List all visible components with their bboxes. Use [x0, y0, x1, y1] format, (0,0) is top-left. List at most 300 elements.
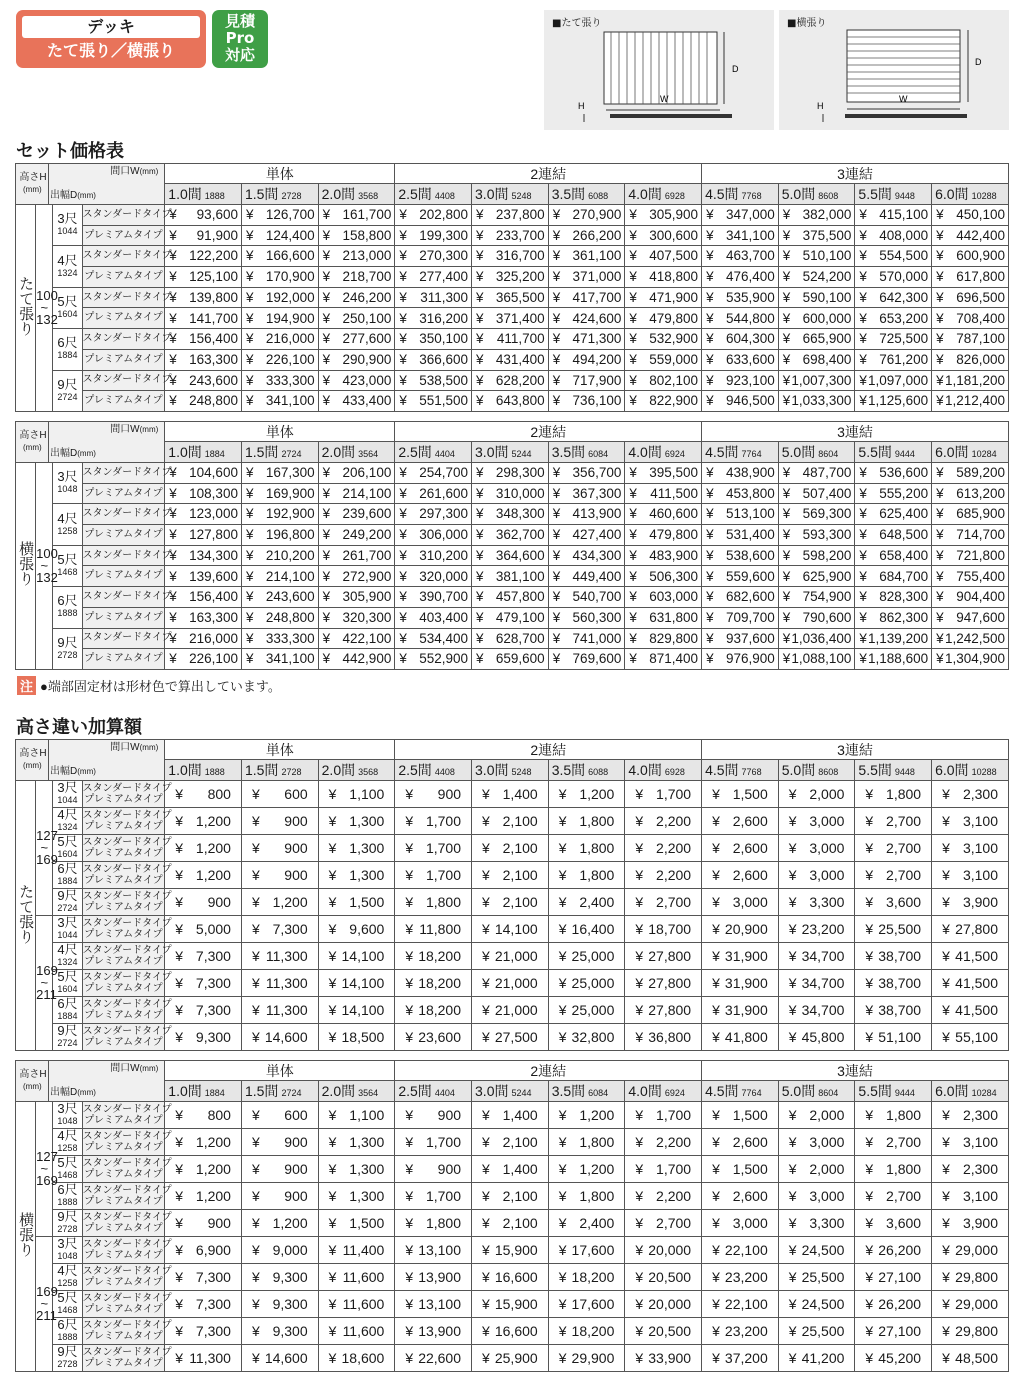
price-cell: ¥ 1,500 [702, 1102, 779, 1129]
price-cell: ¥ 170,900 [241, 267, 318, 288]
price-cell: ¥ 403,400 [395, 607, 472, 628]
group-header: 3連結 [702, 740, 1009, 760]
price-cell: ¥ 14,100 [318, 970, 395, 997]
width-header [472, 760, 549, 781]
width-header [241, 442, 318, 463]
width-header [472, 184, 549, 205]
size-cell [53, 1237, 82, 1264]
price-cell: ¥ 417,700 [548, 287, 625, 308]
size-label: 3尺 [57, 1236, 78, 1251]
price-cell: ¥ 1,800 [548, 1129, 625, 1156]
price-cell: ¥ 551,500 [395, 391, 472, 412]
width-ken: 5.5間 [858, 1083, 892, 1099]
price-cell: ¥ 476,400 [702, 267, 779, 288]
price-cell: ¥ 2,100 [472, 1129, 549, 1156]
width-header [165, 1081, 242, 1102]
width-mm: 1888 [204, 191, 225, 201]
price-cell: ¥ 248,800 [241, 607, 318, 628]
price-cell: ¥ 643,800 [472, 391, 549, 412]
price-cell: ¥ 2,700 [625, 1210, 702, 1237]
price-cell: ¥ 18,700 [625, 916, 702, 943]
price-cell: ¥ 261,600 [395, 483, 472, 504]
size-cell [53, 889, 82, 916]
price-cell: ¥ 11,300 [241, 997, 318, 1024]
price-cell: ¥ 297,300 [395, 504, 472, 525]
width-header [625, 1081, 702, 1102]
price-cell: ¥ 169,900 [241, 483, 318, 504]
price-cell: ¥ 1,700 [625, 781, 702, 808]
price-cell: ¥ 717,900 [548, 370, 625, 391]
width-header [702, 184, 779, 205]
size-label: 3尺 [57, 211, 78, 227]
price-cell: ¥ 13,900 [395, 1318, 472, 1345]
price-cell: ¥ 34,700 [778, 943, 855, 970]
price-cell: ¥ 479,800 [625, 525, 702, 546]
width-ken: 6.0間 [935, 186, 969, 202]
price-cell: ¥ 1,100 [318, 781, 395, 808]
width-mm: 6924 [664, 449, 685, 459]
price-cell: ¥ 617,800 [932, 267, 1009, 288]
premium-type-label: プレミアムタイプ [84, 821, 163, 832]
width-mm: 10284 [971, 1088, 997, 1098]
type-label: 横張り [17, 1212, 35, 1257]
premium-type-label: プレミアムタイプ [84, 1196, 163, 1207]
price-cell: ¥ 1,200 [165, 835, 242, 862]
opening-unit: (mm) [139, 743, 159, 752]
table-row [16, 997, 1009, 1024]
type-cell [82, 862, 172, 889]
price-cell: ¥ 38,700 [855, 997, 932, 1024]
price-cell: ¥ 2,200 [625, 835, 702, 862]
price-cell: ¥ 642,300 [855, 287, 932, 308]
size-cell [53, 835, 82, 862]
standard-type-label: スタンダードタイプ [82, 1320, 172, 1331]
corner-diagonal [48, 740, 49, 780]
price-cell: ¥ 55,100 [932, 1024, 1009, 1051]
width-header [855, 184, 932, 205]
price-cell: ¥ 3,900 [932, 889, 1009, 916]
type-cell [82, 1210, 172, 1237]
price-cell: ¥ 531,400 [702, 525, 779, 546]
price-cell: ¥ 761,200 [855, 349, 932, 370]
depth-text: 出幅D [50, 1087, 78, 1098]
size-cell [53, 1318, 82, 1345]
premium-type-label: プレミアムタイプ [84, 983, 163, 994]
price-cell: ¥ 538,600 [702, 545, 779, 566]
size-label: 5尺 [57, 551, 78, 567]
price-cell: ¥ 3,000 [702, 1210, 779, 1237]
width-ken: 5.5間 [858, 762, 892, 778]
table-row [16, 943, 1009, 970]
price-cell: ¥ 1,800 [855, 781, 932, 808]
price-cell: ¥ 2,700 [855, 1183, 932, 1210]
standard-type-label: スタンダードタイプ [82, 1212, 172, 1223]
size-label: 6尺 [57, 1317, 78, 1332]
price-cell: ¥ 947,600 [932, 607, 1009, 628]
price-cell: ¥ 34,700 [778, 970, 855, 997]
table-row [16, 370, 1009, 391]
width-ken: 2.5間 [398, 762, 432, 778]
size-mm: 2724 [57, 1038, 78, 1048]
price-cell: ¥ 1,200 [165, 1129, 242, 1156]
width-ken: 2.0間 [321, 762, 356, 778]
price-cell: ¥ 506,300 [625, 566, 702, 587]
width-ken: 1.0間 [168, 444, 202, 460]
price-cell: ¥ 453,800 [702, 483, 779, 504]
price-cell: ¥ 218,700 [318, 267, 395, 288]
price-cell: ¥ 613,200 [932, 483, 1009, 504]
price-cell: ¥ 407,500 [625, 246, 702, 267]
size-label: 9尺 [57, 634, 78, 650]
standard-type-label: スタンダードタイプ [82, 246, 165, 267]
height-label: 高さH [19, 172, 47, 183]
width-mm: 7764 [741, 449, 762, 459]
width-header [165, 184, 242, 205]
price-cell: ¥ 631,800 [625, 607, 702, 628]
price-cell: ¥ 628,200 [472, 370, 549, 391]
group-header: 2連結 [395, 740, 702, 760]
price-cell: ¥ 9,300 [241, 1318, 318, 1345]
price-cell: ¥ 277,600 [318, 329, 395, 350]
size-mm: 1888 [57, 1197, 78, 1207]
height-range: ~ [40, 1296, 49, 1311]
height-diff-title: 高さ違い加算額 [16, 717, 142, 738]
price-cell: ¥ 600,000 [778, 308, 855, 329]
price-cell: ¥ 20,900 [702, 916, 779, 943]
price-cell: ¥ 598,200 [778, 545, 855, 566]
price-cell: ¥ 434,300 [548, 545, 625, 566]
price-cell: ¥ 7,300 [165, 1264, 242, 1291]
price-cell: ¥ 7,300 [165, 1318, 242, 1345]
premium-type-label: プレミアムタイプ [84, 1142, 163, 1153]
price-cell: ¥ 156,400 [165, 329, 242, 350]
price-cell: ¥ 1,800 [548, 862, 625, 889]
table-row [16, 628, 1009, 649]
set-price-title: セット価格表 [16, 141, 124, 162]
corner-diagonal [48, 1061, 49, 1101]
width-header [548, 760, 625, 781]
price-cell: ¥ 20,000 [625, 1237, 702, 1264]
price-cell: ¥ 659,600 [472, 649, 549, 670]
width-ken: 3.0間 [475, 186, 509, 202]
price-cell: ¥ 1,400 [472, 1102, 549, 1129]
width-mm: 8608 [818, 191, 839, 201]
type-cell [82, 889, 172, 916]
diagram-yoko-label: ■横張り [787, 18, 827, 29]
size-mm: 1258 [57, 1143, 78, 1153]
price-cell: ¥ 38,700 [855, 970, 932, 997]
size-mm: 1044 [57, 226, 78, 237]
price-cell: ¥ 325,200 [472, 267, 549, 288]
price-cell: ¥ 16,600 [472, 1318, 549, 1345]
price-cell: ¥ 21,000 [472, 970, 549, 997]
table-row [16, 225, 1009, 246]
price-cell: ¥ 126,700 [241, 205, 318, 226]
premium-type-label: プレミアムタイプ [82, 525, 165, 546]
price-cell: ¥ 1,300 [318, 862, 395, 889]
price-cell: ¥ 1,200 [165, 1183, 242, 1210]
opening-label [110, 425, 158, 435]
width-ken: 4.0間 [628, 1083, 662, 1099]
width-header [472, 442, 549, 463]
price-cell: ¥ 29,800 [932, 1318, 1009, 1345]
price-cell: ¥ 1,800 [855, 1102, 932, 1129]
price-cell: ¥ 2,100 [472, 889, 549, 916]
price-cell: ¥ 2,300 [932, 781, 1009, 808]
price-cell: ¥ 2,300 [932, 1102, 1009, 1129]
width-mm: 8604 [818, 1088, 839, 1098]
price-cell: ¥ 625,900 [778, 566, 855, 587]
price-table [15, 421, 1009, 670]
price-cell: ¥ 540,700 [548, 587, 625, 608]
table-row [16, 835, 1009, 862]
width-mm: 10288 [971, 767, 997, 777]
price-cell: ¥ 418,800 [625, 267, 702, 288]
price-cell: ¥ 1,300 [318, 1129, 395, 1156]
price-cell: ¥ 2,400 [548, 889, 625, 916]
width-header [318, 184, 395, 205]
price-cell: ¥ 11,600 [318, 1264, 395, 1291]
price-cell: ¥ 3,300 [778, 889, 855, 916]
price-cell: ¥ 23,200 [778, 916, 855, 943]
width-mm: 6088 [588, 767, 609, 777]
width-ken: 5.5間 [858, 444, 892, 460]
price-cell: ¥ 199,300 [395, 225, 472, 246]
price-cell: ¥ 2,000 [778, 781, 855, 808]
price-cell: ¥ 900 [395, 1102, 472, 1129]
price-cell: ¥ 600 [241, 1102, 318, 1129]
height-range-cell [36, 781, 58, 916]
price-cell: ¥ 1,700 [395, 835, 472, 862]
width-header [932, 184, 1009, 205]
price-cell: ¥ 1,700 [625, 1102, 702, 1129]
height-range-cell [36, 205, 58, 412]
price-cell: ¥ 250,100 [318, 308, 395, 329]
group-header: 単体 [165, 1061, 395, 1081]
width-ken: 5.5間 [858, 186, 892, 202]
width-ken: 4.0間 [628, 444, 662, 460]
size-label: 9尺 [57, 888, 78, 903]
premium-type-label: プレミアムタイプ [82, 649, 165, 670]
dim-d: D [975, 57, 982, 67]
price-cell: ¥ 216,000 [165, 628, 242, 649]
price-cell: ¥ 1,304,900 [932, 649, 1009, 670]
premium-type-label: プレミアムタイプ [82, 267, 165, 288]
size-mm: 2724 [57, 391, 78, 402]
price-cell: ¥ 900 [165, 889, 242, 916]
price-cell: ¥ 16,600 [472, 1264, 549, 1291]
width-ken: 5.0間 [781, 444, 816, 460]
price-cell: ¥ 300,600 [625, 225, 702, 246]
group-header: 2連結 [395, 422, 702, 442]
price-cell: ¥ 802,100 [625, 370, 702, 391]
price-cell: ¥ 33,900 [625, 1345, 702, 1372]
price-cell: ¥ 108,300 [165, 483, 242, 504]
price-cell: ¥ 196,800 [241, 525, 318, 546]
table-row [16, 781, 1009, 808]
price-cell: ¥ 11,300 [241, 943, 318, 970]
type-cell [82, 1264, 172, 1291]
size-label: 4尺 [57, 252, 78, 268]
width-ken: 3.5間 [551, 1083, 586, 1099]
size-cell [53, 1102, 82, 1129]
opening-text: 間口W [110, 742, 140, 753]
width-mm: 6088 [588, 191, 609, 201]
price-cell: ¥ 3,000 [778, 835, 855, 862]
price-cell: ¥ 1,300 [318, 1183, 395, 1210]
price-cell: ¥ 1,200 [548, 1156, 625, 1183]
price-cell: ¥ 31,900 [702, 970, 779, 997]
price-cell: ¥ 555,200 [855, 483, 932, 504]
size-mm: 1258 [57, 525, 78, 536]
price-cell: ¥ 900 [165, 1210, 242, 1237]
price-cell: ¥ 2,100 [472, 1210, 549, 1237]
price-cell: ¥ 554,500 [855, 246, 932, 267]
price-cell: ¥ 449,400 [548, 566, 625, 587]
price-cell: ¥ 7,300 [165, 997, 242, 1024]
price-cell: ¥ 1,097,000 [855, 370, 932, 391]
price-cell: ¥ 37,200 [702, 1345, 779, 1372]
premium-type-label: プレミアムタイプ [82, 308, 165, 329]
type-cell [82, 1183, 172, 1210]
price-cell: ¥ 736,100 [548, 391, 625, 412]
price-cell: ¥ 1,200 [548, 781, 625, 808]
standard-type-label: スタンダードタイプ [82, 891, 172, 902]
price-cell: ¥ 25,500 [855, 916, 932, 943]
width-ken: 2.5間 [398, 444, 432, 460]
price-cell: ¥ 1,036,400 [778, 628, 855, 649]
price-cell: ¥ 2,300 [932, 1156, 1009, 1183]
price-cell: ¥ 29,800 [932, 1264, 1009, 1291]
price-cell: ¥ 91,900 [165, 225, 242, 246]
standard-type-label: スタンダードタイプ [82, 810, 172, 821]
type-cell [82, 916, 172, 943]
price-cell: ¥ 365,500 [472, 287, 549, 308]
type-label: 横張り [17, 541, 35, 587]
size-cell [53, 205, 82, 246]
price-cell: ¥ 13,100 [395, 1237, 472, 1264]
price-cell: ¥ 15,900 [472, 1237, 549, 1264]
width-mm: 2728 [281, 767, 302, 777]
price-cell: ¥ 976,900 [702, 649, 779, 670]
size-mm: 1604 [57, 308, 78, 319]
width-mm: 2724 [281, 449, 302, 459]
size-mm: 2728 [57, 649, 78, 660]
price-cell: ¥ 14,600 [241, 1345, 318, 1372]
type-cell [82, 835, 172, 862]
price-cell: ¥ 900 [241, 1129, 318, 1156]
standard-type-label: スタンダードタイプ [82, 837, 172, 848]
width-ken: 1.0間 [168, 1083, 202, 1099]
price-cell: ¥ 29,000 [932, 1291, 1009, 1318]
width-ken: 4.5間 [705, 1083, 739, 1099]
price-cell: ¥ 11,300 [241, 970, 318, 997]
price-cell: ¥ 9,600 [318, 916, 395, 943]
price-cell: ¥ 36,800 [625, 1024, 702, 1051]
size-label: 6尺 [57, 593, 78, 609]
price-cell: ¥ 904,400 [932, 587, 1009, 608]
price-cell: ¥ 316,700 [472, 246, 549, 267]
table-row [16, 649, 1009, 670]
table-row [16, 391, 1009, 412]
table-row [16, 1156, 1009, 1183]
price-cell: ¥ 628,700 [472, 628, 549, 649]
price-cell: ¥ 31,900 [702, 943, 779, 970]
price-cell: ¥ 603,000 [625, 587, 702, 608]
price-cell: ¥ 1,800 [548, 808, 625, 835]
price-cell: ¥ 2,600 [702, 1129, 779, 1156]
price-cell: ¥ 544,800 [702, 308, 779, 329]
size-label: 4尺 [57, 807, 78, 822]
price-cell: ¥ 11,800 [395, 916, 472, 943]
price-cell: ¥ 787,100 [932, 329, 1009, 350]
price-cell: ¥ 243,600 [241, 587, 318, 608]
price-cell: ¥ 463,700 [702, 246, 779, 267]
price-cell: ¥ 7,300 [165, 970, 242, 997]
table-header-row [16, 422, 1009, 442]
price-cell: ¥ 5,000 [165, 916, 242, 943]
standard-type-label: スタンダードタイプ [82, 587, 165, 608]
height-range: 211 [36, 987, 57, 1002]
size-cell [53, 943, 82, 970]
price-cell: ¥ 3,600 [855, 889, 932, 916]
type-cell [82, 970, 172, 997]
height-unit: (mm) [23, 761, 42, 770]
size-cell [53, 970, 82, 997]
price-cell: ¥ 163,300 [165, 349, 242, 370]
price-cell: ¥ 534,400 [395, 628, 472, 649]
price-cell: ¥ 246,200 [318, 287, 395, 308]
price-cell: ¥ 7,300 [165, 943, 242, 970]
width-header [932, 1081, 1009, 1102]
price-cell: ¥ 14,100 [318, 997, 395, 1024]
price-cell: ¥ 243,600 [165, 370, 242, 391]
price-cell: ¥ 249,200 [318, 525, 395, 546]
price-cell: ¥ 25,900 [472, 1345, 549, 1372]
height-unit: (mm) [23, 443, 42, 452]
price-cell: ¥ 1,033,300 [778, 391, 855, 412]
size-mm: 1258 [57, 1278, 78, 1288]
price-cell: ¥ 1,181,200 [932, 370, 1009, 391]
price-cell: ¥ 1,300 [318, 1156, 395, 1183]
depth-unit: (mm) [77, 449, 96, 458]
standard-type-label: スタンダードタイプ [82, 999, 172, 1010]
width-mm: 9448 [894, 191, 915, 201]
type-cell [82, 1345, 172, 1372]
height-range-cell [36, 463, 58, 670]
price-cell: ¥ 214,100 [241, 566, 318, 587]
depth-unit: (mm) [77, 1088, 96, 1097]
price-cell: ¥ 11,600 [318, 1291, 395, 1318]
width-mm: 10284 [971, 449, 997, 459]
size-label: 4尺 [57, 942, 78, 957]
height-range-cell [36, 1237, 58, 1372]
size-label: 3尺 [57, 780, 78, 795]
table-row [16, 287, 1009, 308]
price-cell: ¥ 1,800 [548, 1183, 625, 1210]
price-cell: ¥ 2,600 [702, 835, 779, 862]
table-row [16, 329, 1009, 350]
price-cell: ¥ 333,300 [241, 628, 318, 649]
height-range-cell [36, 916, 58, 1051]
width-mm: 9444 [894, 449, 915, 459]
height-label: 高さH [19, 430, 47, 441]
width-header [702, 760, 779, 781]
corner-diagonal [48, 164, 49, 204]
depth-label [50, 767, 96, 777]
size-label: 5尺 [57, 1290, 78, 1305]
price-cell: ¥ 26,200 [855, 1291, 932, 1318]
